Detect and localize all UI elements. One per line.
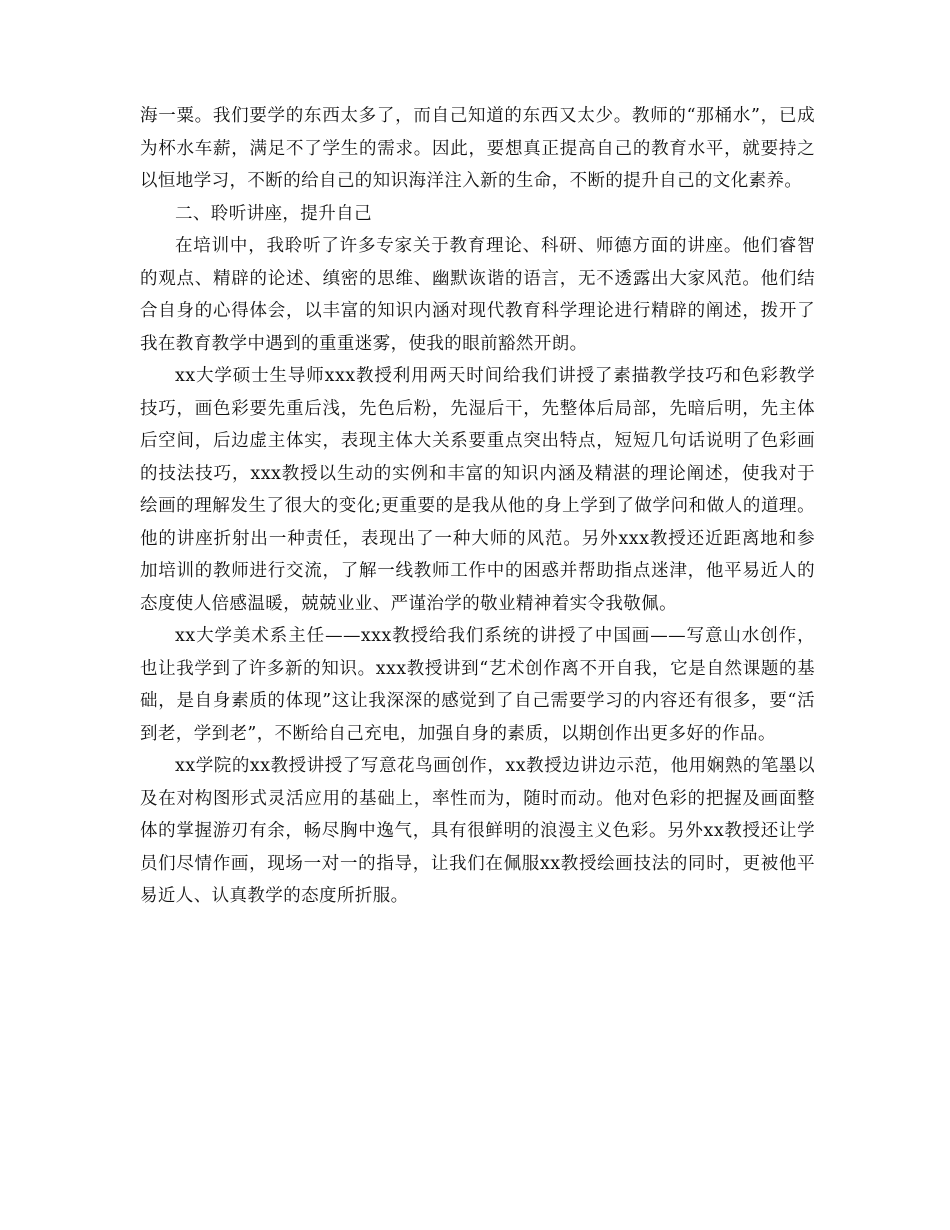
paragraph: xx学院的xx教授讲授了写意花鸟画创作，xx教授边讲边示范，他用娴熟的笔墨以及在对构图形式灵活应用的基础上，率性而为，随时而动。他对色彩的把握及画面整体的掌握游刃有余，畅尽胸中逸气，具有很鲜明的浪漫主义色彩。另外xx教授还让学员们尽情作画，现场一对一的指导，让我们在佩服xx教授绘画技法的同时，更被他平易近人、认真教学的态度所折服。 — [140, 756, 815, 906]
document-body — [140, 100, 815, 913]
paragraph: 在培训中，我聆听了许多专家关于教育理论、科研、师德方面的讲座。他们睿智的观点、精辟的论述、缜密的思维、幽默诙谐的语言，无不透露出大家风范。他们结合自身的心得体会，以丰富的知识内涵对现代教育科学理论进行精辟的阐述，拨开了我在教育教学中遇到的重重迷雾，使我的眼前豁然开朗。 — [140, 236, 815, 354]
paragraph-continuation: 海一粟。我们要学的东西太多了，而自己知道的东西又太少。教师的“那桶水”，已成为杯水车薪，满足不了学生的需求。因此，要想真正提高自己的教育水平，就要持之以恒地学习，不断的给自己的知识海洋注入新的生命，不断的提升自己的文化素养。 — [140, 106, 815, 191]
section-heading: 二、聆听讲座，提升自己 — [175, 203, 372, 224]
paragraph: xx大学美术系主任——xxx教授给我们系统的讲授了中国画——写意山水创作，也让我学到了许多新的知识。xxx教授讲到“艺术创作离不开自我，它是自然课题的基础，是自身素质的体现”这让我深深的感觉到了自己需要学习的内容还有很多，要“活到老，学到老”，不断给自己充电，加强自身的素质，以期创作出更多好的作品。 — [140, 626, 815, 744]
paragraph: xx大学硕士生导师xxx教授利用两天时间给我们讲授了素描教学技巧和色彩教学技巧，画色彩要先重后浅，先色后粉，先湿后干，先整体后局部，先暗后明，先主体后空间，后边虚主体实，表现主体大关系要重点突出特点，短短几句话说明了色彩画的技法技巧，xxx教授以生动的实例和丰富的知识内涵及精湛的理论阐述，使我对于绘画的理解发生了很大的变化;更重要的是我从他的身上学到了做学问和做人的道理。他的讲座折射出一种责任，表现出了一种大师的风范。另外xxx教授还近距离地和参加培训的教师进行交流，了解一线教师工作中的困惑并帮助指点迷津，他平易近人的态度使人倍感温暖，兢兢业业、严谨治学的敬业精神着实令我敬佩。 — [140, 366, 815, 614]
